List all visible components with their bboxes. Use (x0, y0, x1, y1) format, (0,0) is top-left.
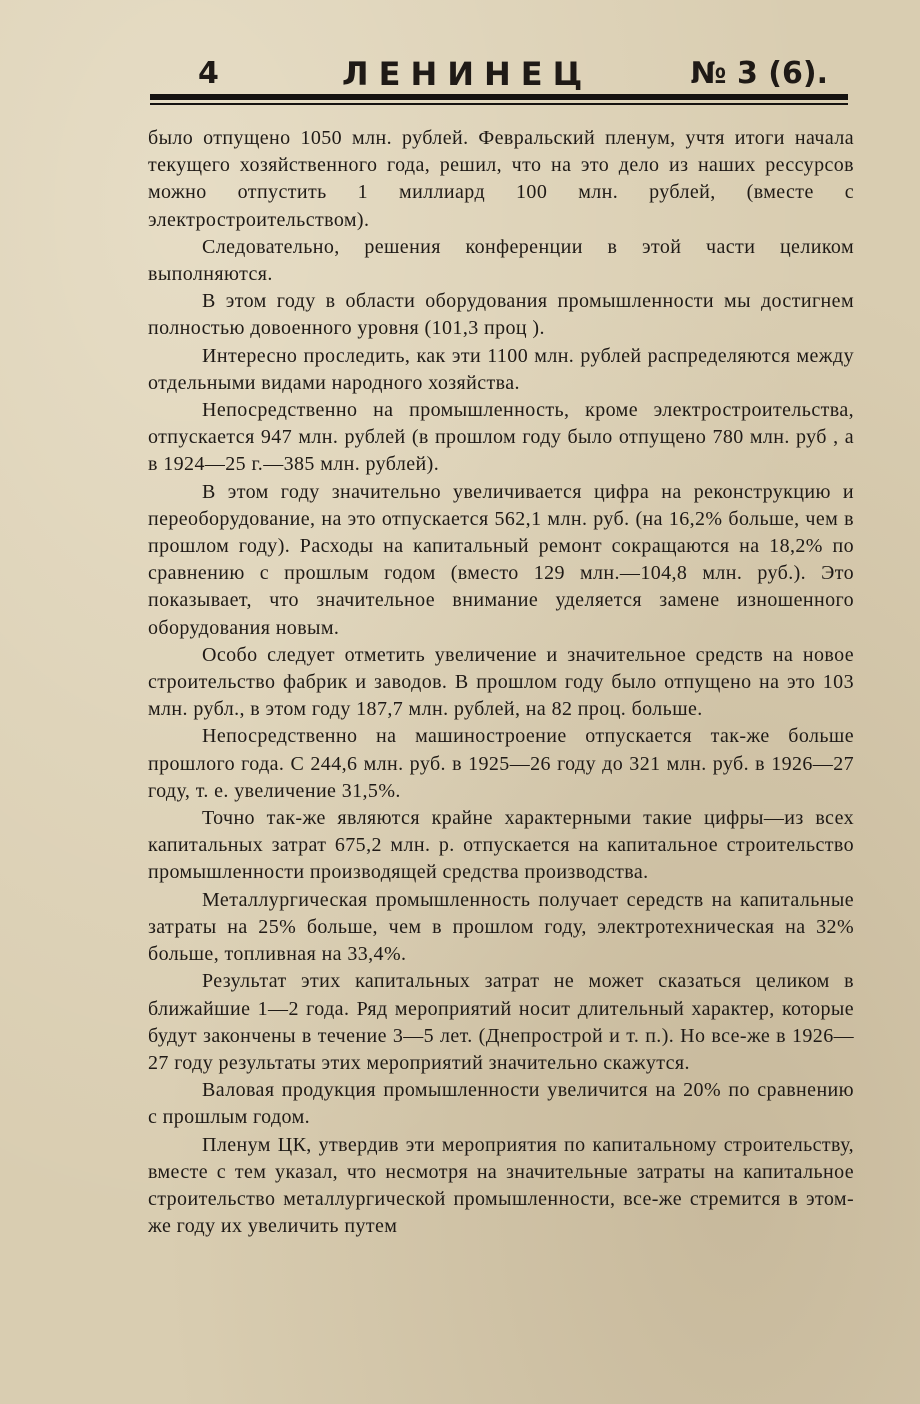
paragraph: Результат этих капитальных затрат не может сказаться целиком в ближайшие 1—2 года. Ряд мероприятий носит длительный характер, которые будут закончены в течение 3—5 лет. (Днепрострой и т. п.). Но все-же в 1926—27 году результаты этих мероприятий значительно скажутся. (148, 970, 854, 1074)
issue-number: № 3 (6). (690, 56, 828, 91)
header-rule-thin (150, 103, 848, 105)
paragraph: Непосредственно на промышленность, кроме электростроительства, отпускается 947 млн. рублей (в прошлом году было отпущено 780 млн. руб , а в 1924—25 г.—385 млн. рублей). (148, 399, 854, 476)
masthead-title: ЛЕНИНЕЦ (342, 55, 593, 93)
paragraph: Непосредственно на машиностроение отпускается так-же больше прошлого года. С 244,6 млн. руб. в 1925—26 году до 321 млн. руб. в 1926—27 году, т. е. увеличение 31,5%. (148, 725, 854, 802)
paragraph: Следовательно, решения конференции в этой части целиком выполняются. (148, 235, 854, 286)
paragraph: было отпущено 1050 млн. рублей. Февральский пленум, учтя итоги начала текущего хозяйственного года, решил, что на это дело из наших рессурсов можно отпустить 1 миллиард 100 млн. рублей, (вместе с электростроительством). (148, 127, 854, 231)
paragraph: Интересно проследить, как эти 1100 млн. рублей распределяются между отдельными видами народного хозяйства. (148, 344, 854, 394)
page-header (150, 52, 850, 96)
paragraph: Пленум ЦК, утвердив эти мероприятия по капитальному строительству, вместе с тем указал, что несмотря на значительные затраты на капитальное строительство металлургической промышленности, все-же стремится в этом-же году их увеличить путем (148, 1133, 854, 1238)
page-number: 4 (198, 56, 219, 91)
article-body (148, 125, 854, 1240)
paragraph: Валовая продукция промышленности увеличится на 20% по сравнению с прошлым годом. (148, 1079, 854, 1129)
paragraph: Точно так-же являются крайне характерными такие цифры—из всех капитальных затрат 675,2 млн. р. отпускается на капитальное строительство промышленности производящей средства производства. (148, 807, 854, 884)
paragraph: В этом году в области оборудования промышленности мы достигнем полностью довоенного уровня (101,3 проц ). (148, 290, 854, 340)
paragraph: Металлургическая промышленность получает середств на капитальные затраты на 25% больше, чем в прошлом году, электротехническая на 32% больше, топливная на 33,4%. (148, 888, 854, 966)
paragraph: В этом году значительно увеличивается цифра на реконструкцию и переоборудование, на это отпускается 562,1 млн. руб. (на 16,2% больше, чем в прошлом году). Расходы на капитальный ремонт сокращаются на 18,2% по сравнению с прошлым годом (вместо 129 млн.—104,8 млн. руб.). Это показывает, что значительное внимание уделяется замене изношенного оборудования новым. (148, 480, 854, 639)
header-rule-thick (150, 94, 848, 100)
paragraph: Особо следует отметить увеличение и значительное средств на новое строительство фабрик и заводов. В прошлом году было отпущено на это 103 млн. рубл., в этом году 187,7 млн. рублей, на 82 проц. больше. (148, 643, 854, 721)
